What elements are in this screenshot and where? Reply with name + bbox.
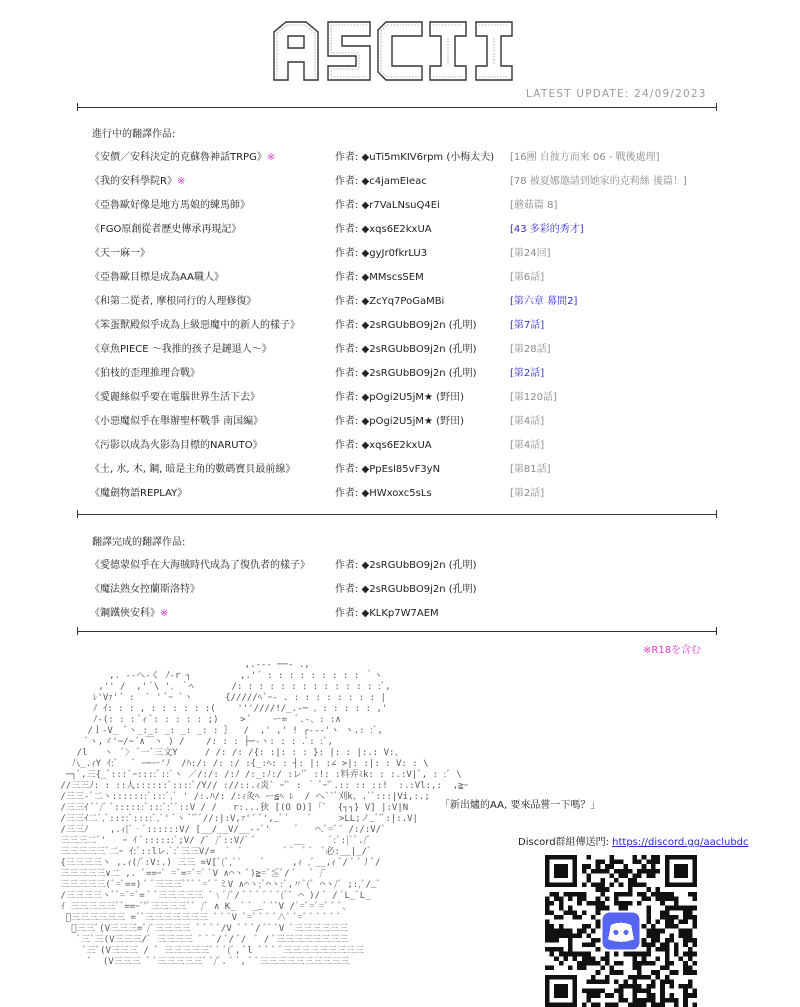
work-author: 作者: ◆2sRGUbBO9j2n (孔明) xyxy=(335,344,477,355)
latest-chapter: [第2話] xyxy=(510,488,545,499)
latest-chapter: [第120話] xyxy=(510,392,557,403)
translation-row xyxy=(0,484,800,500)
work-title: 《我的安科學院R》 xyxy=(90,176,177,187)
work-title-link[interactable] xyxy=(90,484,187,499)
work-author: 作者: ◆c4jamEIeac xyxy=(335,176,427,187)
work-title: 《笨蛋獸殿似乎成為上級惡魔中的新人的樣子》 xyxy=(90,320,300,331)
ascii-art-illustration: ,.-‐- ──- ., ,. -‐ヘ-く ﾉ-r ┐ ,.'´ : : : : : : : : : ｀ヽ ,'' / ,' ﾞ\ '､ ｀ﾍ /: : : : : : : : : : : : : :ﾞ, ﾚ'Vｧ'´ : ` ' ﾞｰ `ヽ {/////ﾍ`ｰ- . : : : : : : : : | ﾉ ｲ: : : , : : : : : :( '''////!/_.-─ 、: : : : : ,' ﾉ-(: : : ﾞｨ ﾞ: : : : : ;) >´ ー= ﾞ.‐、: :∧ /ｌ-V_ ﾞヽ_:_: _: _: _: : ｝ / ,' ,' ! ┌--‐'ヽ ヽ.: :ﾞ, ﾞヽ,ゞ'~/~´∧￣ヽ ) / /: : : ├─-ヽ: : : .ﾞ: :ﾞ, /l ヽ ﾞ〉 ﾞ一ﾞ三文Y / /: /: /{: :|: : : }: |: : |:.: V:、 八_.ｨY ｲ:ﾞ ﾞ ｰ─ー'ﾉ /ﾊ:/: /: :/ :{_:ﾍ: : ┤: |: :∠ >|: :|: : V: : \ ─┐ﾞ,三{_ﾞ:::`ｰ::::ﾞ::ﾞヽ ／/:/: /:ﾉ /:_:ﾉ:/ :レ'ﾞ :!: :料弄ﾐk: : :.:V|ﾞ, : :ﾞ \ //三三ﾉ: : ::人::::::ﾞ::::ﾞ/Y// ://::.ｨ炎` ｰ'ﾞ : ｀ ﾞｰ'ﾞ.:: :: ::! :.:Vl:,: ,≧ｰ /三三-ﾞ二ヽ:::::::ﾞ:::ﾞ,ﾞ ' /:.ﾊ/: /:ｨ灸ﾍ ー≦ﾍ ﾚ / ヘ``ﾞ刈k、.`ﾞ:::|Vi,:.; /三三ｲ ﾞﾞ/ﾞ ﾞ::::::ﾞ:::ﾞ:ﾞﾞ::V / / r:...狄 [(O O)] ｢ﾞ {┐┐} V] |:V|N /三三ｲ二ﾞ,ﾞ::::ﾞ::::ﾞ,ﾞ' ﾞヽ ﾞ'ﾞﾞ//:|:V,ｧ'´ ﾞ',_ﾞ´ ﾞ >LL;ノ_ﾞ'ﾞ:|:.V| /三三ﾉ ,.ｨ{ﾞ‐ﾞ::::::V/ [__/__V/__--ﾞ' ﾞ ⌒.ﾞ=ﾞ´ /:/:V/ﾞ 三三三二ﾞ' ｰ ｲ ﾞ::::::ﾞ;V/ /ﾞ /ﾞ::V/ﾞ ﾞ __ ﾞ:ﾞ:|ﾞﾞ./ﾞ 三三三三三ﾞ二ｰ ｲ:ﾞ::lレ.ﾞ:ﾞ三三V/= ﾞ ﾞ ﾞ ﾞ ﾞ ﾞ ﾞ必:__|_/ﾞ {三三三三ヽ ,.ｨ(/ﾞ:V:.) 三三 =V[ﾞ(ﾞ,ﾞ` ﾞ ,ｨ ,ﾞ__,ｨ ﾞ/ ﾞ ﾞ丿ﾞ/ 三三三三三∨二 ,. ﾞ==ｰﾞ =ﾞ==ﾞ=ﾞ ﾞV ∧⌒ヽ ﾞ)≧=ﾞ≦ﾞ/ ﾞ ﾞ /ﾞ 三三三三三(ﾞ=ﾞ==) ﾞ ﾞ三三三ﾞﾞﾞ ﾞ=ﾞ ﾞミV ∧⌒ヽ;ﾞ⌒ヽ:ﾞ,〃ﾞ(ﾞ ⌒ヽ/ﾞ ;:,ﾞ/_ﾞ /三三三三ヽﾞﾞ=ﾞ=ﾞ= ﾞ ﾞ三三三三三 ﾞ﹨ﾞ/ﾞ/ ﾞ ﾞ ﾞ ﾞ ﾞ ﾞ(ﾞﾞ ⌒ )/ ﾞ / ﾞL_ﾞL_ ｲ 三三三三三ﾞﾞ==ｰﾞ'ﾞ三三三三ﾞﾞ /ﾞ ∧ K_ ﾞ ﾞ__ﾞ ﾞﾞV /ﾞ=ﾞ=ﾞ=ﾞ ﾞ ﾞ、 ﾞ三三三三三三 =ﾞﾞ三三三三三三三 ﾞ ﾞ ﾞV ﾞ=ﾞ ﾞ ﾞ ﾞ∧ﾞ ﾞ=ﾞ ﾞ ﾞ ﾞ ﾞ ﾞ ﾞ三三ﾞ(V三三三=ﾞ/ﾞ三三三三 ﾞ ﾞ ﾞ ﾞ/V ﾞ ﾞ ﾞ/ ﾞﾞ ﾞV ﾞ三三三三三三 ﾞ三ﾞ三(V三三三/ﾞ 三三三三 ﾞ ﾞ ﾞ/ ﾞ/ ﾞ/ ﾞ / ﾞ三三三三三三三三 ﾞ三ﾞ(V三三三 / ﾞ 三三三三三ﾞ ﾞ ﾞ(ﾞ, ﾞl ﾞ ﾞ ﾞ ﾞ三三三三三三三三三 ﾞ (V三三三 ﾞ ﾞ三三三三三ﾞ ﾞ/ﾞ. ﾞ ﾞ, ﾞ ﾞ三三三三三三三三三三 xyxy=(60,660,469,967)
work-title: 《鋼鐵俠安科》 xyxy=(90,608,160,619)
r18-note: ※R18を含む xyxy=(643,645,702,656)
latest-chapter: [第6話] xyxy=(510,272,545,283)
translation-row xyxy=(0,268,800,284)
work-title: 《亞魯歐目標是成為AA職人》 xyxy=(90,272,224,283)
work-title: 《魔法熟女控蘭斯洛特》 xyxy=(90,584,200,595)
work-author: 作者: ◆2sRGUbBO9j2n (孔明) xyxy=(335,584,477,595)
discord-qr-code[interactable] xyxy=(545,855,697,1007)
r18-mark: ※ xyxy=(160,608,169,619)
divider-middle xyxy=(77,514,717,515)
translation-row xyxy=(0,412,800,428)
translation-row xyxy=(0,172,800,188)
work-title-link[interactable] xyxy=(90,436,263,451)
latest-chapter[interactable]: [第7話] xyxy=(510,320,545,331)
work-author: 作者: ◆PpEsl85vF3yN xyxy=(335,464,441,475)
work-title: 《愛麗絲似乎要在電腦世界生活下去》 xyxy=(90,392,260,403)
work-title: 《FGO原創從者歷史傳承再現記》 xyxy=(90,224,242,235)
work-title-link[interactable] xyxy=(90,268,224,283)
work-title: 《亞魯歐好像是地方馬娘的練馬師》 xyxy=(90,200,250,211)
translation-row xyxy=(0,388,800,404)
work-author: 作者: ◆ZcYq7PoGaMBi xyxy=(335,296,445,307)
work-title: 《污影以成為火影為目標的NARUTO》 xyxy=(90,440,263,451)
work-author: 作者: ◆xqs6E2kxUA xyxy=(335,440,432,451)
work-title-link[interactable] xyxy=(90,244,150,259)
work-title-link[interactable] xyxy=(90,148,275,163)
work-title-link[interactable] xyxy=(90,460,295,475)
divider-bottom xyxy=(77,631,717,632)
discord-line xyxy=(518,833,749,848)
translation-row xyxy=(0,196,800,212)
work-title: 《和第二從者, 摩根同行的人理修復》 xyxy=(90,296,257,307)
translation-row xyxy=(0,460,800,476)
work-title-link[interactable] xyxy=(90,412,263,427)
translation-row xyxy=(0,220,800,236)
work-author: 作者: ◆gyJr0fkrLU3 xyxy=(335,248,428,259)
divider-top xyxy=(77,107,717,108)
discord-link[interactable]: https://discord.gg/aaclubdc xyxy=(612,837,749,848)
work-author: 作者: ◆pOgi2U5jM★ (野田) xyxy=(335,392,464,403)
work-title-link[interactable] xyxy=(90,292,256,307)
work-author: 作者: ◆2sRGUbBO9j2n (孔明) xyxy=(335,320,477,331)
latest-chapter: [第81話] xyxy=(510,464,551,475)
work-title: 《天一麻一》 xyxy=(90,248,150,259)
work-title-link[interactable] xyxy=(90,172,185,187)
work-title: 《土, 水, 木, 鋼, 暗是主角的數碼寶貝最前線》 xyxy=(90,464,296,475)
work-title-link[interactable] xyxy=(90,220,241,235)
r18-mark: ※ xyxy=(176,176,186,187)
latest-chapter: [第4話] xyxy=(510,440,545,451)
completed-heading: 翻譯完成的翻譯作品: xyxy=(92,537,186,548)
translation-row xyxy=(0,148,800,164)
completed-row xyxy=(0,580,800,596)
work-title-link[interactable] xyxy=(90,604,168,619)
discord-label: Discord群組傳送門: xyxy=(518,837,613,848)
work-author: 作者: ◆xqs6E2kxUA xyxy=(335,224,432,235)
work-title-link[interactable] xyxy=(90,340,272,355)
latest-chapter: [第24回] xyxy=(510,248,551,259)
work-author: 作者: ◆KLKp7W7AEM xyxy=(335,608,439,619)
completed-row xyxy=(0,604,800,620)
work-author: 作者: ◆MMscsSEM xyxy=(335,272,424,283)
work-title: 《魔劍物語REPLAY》 xyxy=(90,488,188,499)
work-title-link[interactable] xyxy=(90,316,300,331)
latest-chapter[interactable]: [第六章 幕間2] xyxy=(510,296,578,307)
latest-chapter[interactable]: [第2話] xyxy=(510,368,545,379)
work-title-link[interactable] xyxy=(90,364,200,379)
translation-row xyxy=(0,244,800,260)
latest-chapter: [第4話] xyxy=(510,416,545,427)
new-aa-prompt: 「新出爐的AA, 要來品嘗一下嗎？」 xyxy=(440,800,601,811)
work-title: 《小惡魔似乎在舉辦聖杯戰爭 南国編》 xyxy=(90,416,264,427)
latest-chapter[interactable]: [43 多彩的秀才] xyxy=(510,224,584,235)
work-title: 《愛德蒙似乎在大海賊時代成為了復仇者的樣子》 xyxy=(90,560,310,571)
work-author: 作者: ◆2sRGUbBO9j2n (孔明) xyxy=(335,368,477,379)
work-title-link[interactable] xyxy=(90,196,250,211)
translation-row xyxy=(0,340,800,356)
latest-chapter: [蘑菇篇 8] xyxy=(510,200,558,211)
work-author: 作者: ◆HWxoxc5sLs xyxy=(335,488,432,499)
work-author: 作者: ◆pOgi2U5jM★ (野田) xyxy=(335,416,464,427)
latest-chapter: [78 被夏娜邀請到她家的克莉絲 後篇！] xyxy=(510,176,687,187)
translation-row xyxy=(0,436,800,452)
work-title: 《安價／安科決定的克蘇魯神話TRPG》 xyxy=(90,152,267,163)
ascii-logo xyxy=(270,18,525,84)
translation-row xyxy=(0,316,800,332)
work-title: 《狛枝的歪理推理合戰》 xyxy=(90,368,200,379)
last-update-label: LATEST UPDATE: 24/09/2023 xyxy=(526,88,707,100)
latest-chapter: [16團 自彼方而來 06 - 戰後處理] xyxy=(510,152,660,163)
work-author: 作者: ◆uTi5mKIV6rpm (小梅太夫) xyxy=(335,152,495,163)
work-title-link[interactable] xyxy=(90,388,260,403)
r18-mark: ※ xyxy=(266,152,276,163)
work-author: 作者: ◆r7VaLNsuQ4Ei xyxy=(335,200,440,211)
translation-row xyxy=(0,292,800,308)
work-title-link[interactable] xyxy=(90,580,200,595)
work-author: 作者: ◆2sRGUbBO9j2n (孔明) xyxy=(335,560,477,571)
work-title-link[interactable] xyxy=(90,556,310,571)
completed-row xyxy=(0,556,800,572)
ongoing-heading: 進行中的翻譯作品: xyxy=(92,129,176,140)
translation-row xyxy=(0,364,800,380)
latest-chapter: [第28話] xyxy=(510,344,551,355)
work-title: 《章魚PIECE ～我推的孩子是鏈退人～》 xyxy=(90,344,272,355)
